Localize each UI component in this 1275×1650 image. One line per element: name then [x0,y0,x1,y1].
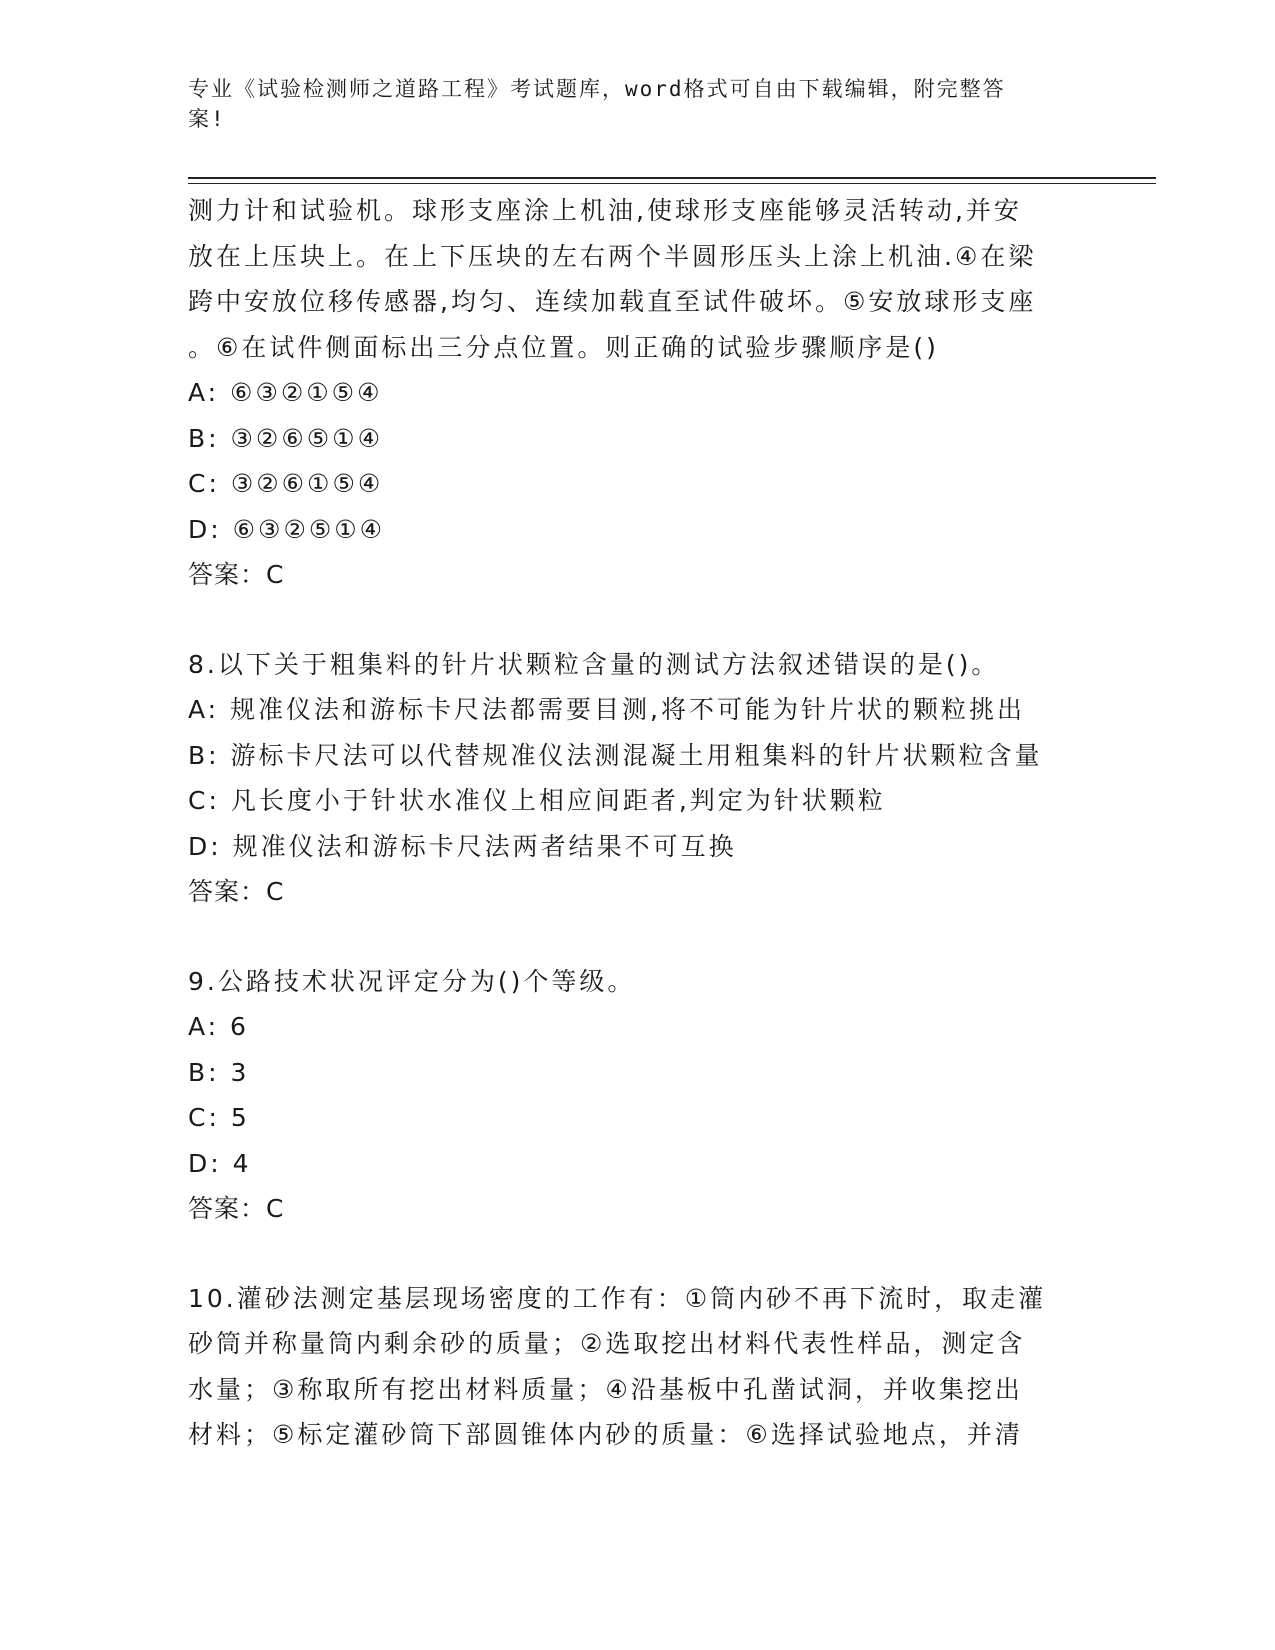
header-line-1: 专业《试验检测师之道路工程》考试题库，word格式可自由下载编辑，附完整答 [188,77,1006,101]
question-stem-line: 水量；③称取所有挖出材料质量；④沿基板中孔凿试洞，并收集挖出 [188,1374,1023,1404]
option-d: D: ⑥③②⑤①④ [188,514,386,544]
question-stem: 9.公路技术状况评定分为()个等级。 [188,966,636,996]
question-stem-line: 放在上压块上。在上下压块的左右两个半圆形压头上涂上机油.④在梁 [188,241,1037,271]
question-stem-line: 跨中安放位移传感器,均匀、连续加载直至试件破坏。⑤安放球形支座 [188,287,1037,316]
option-d: D: 4 [188,1148,252,1178]
question-8 [188,642,1088,915]
option-b: B: 游标卡尺法可以代替规准仪法测混凝土用粗集料的针片状颗粒含量 [188,740,1043,770]
question-stem-line: 测力计和试验机。球形支座涂上机油,使球形支座能够灵活转动,并安 [188,196,1022,225]
header-line-2: 案! [188,107,226,131]
question-9 [188,959,1088,1232]
question-10 [188,1276,1088,1458]
document-header [188,74,1068,134]
option-a: A: ⑥③②①⑤④ [188,378,383,407]
question-stem-line: 砂筒并称量筒内剩余砂的质量；②选取挖出材料代表性样品，测定含 [188,1329,1026,1358]
question-stem-line: 10.灌砂法测定基层现场密度的工作有：①筒内砂不再下流时，取走灌 [188,1283,1047,1313]
question-7 [188,188,1088,598]
question-stem-line: 。⑥在试件侧面标出三分点位置。则正确的试验步骤顺序是() [188,332,939,362]
answer-line: 答案：C [188,877,285,906]
option-c: C: ③②⑥①⑤④ [188,469,384,498]
option-b: B: ③②⑥⑤①④ [188,423,383,453]
answer-line: 答案：C [188,560,285,589]
question-stem: 8.以下关于粗集料的针片状颗粒含量的测试方法叙述错误的是()。 [188,649,1000,679]
question-content [188,188,1088,1458]
option-c: C: 5 [188,1103,250,1132]
option-a: A: 规准仪法和游标卡尺法都需要目测,将不可能为针片状的颗粒挑出 [188,695,1025,724]
option-d: D: 规准仪法和游标卡尺法两者结果不可互换 [188,831,737,861]
option-a: A: 6 [188,1012,249,1041]
option-c: C: 凡长度小于针状水准仪上相应间距者,判定为针状颗粒 [188,786,886,815]
answer-line: 答案：C [188,1194,285,1223]
question-stem-line: 材料；⑤标定灌砂筒下部圆锥体内砂的质量：⑥选择试验地点，并清 [188,1420,1023,1449]
option-b: B: 3 [188,1057,250,1087]
header-rule-thin [188,183,1156,184]
header-rule-thick [188,177,1156,179]
